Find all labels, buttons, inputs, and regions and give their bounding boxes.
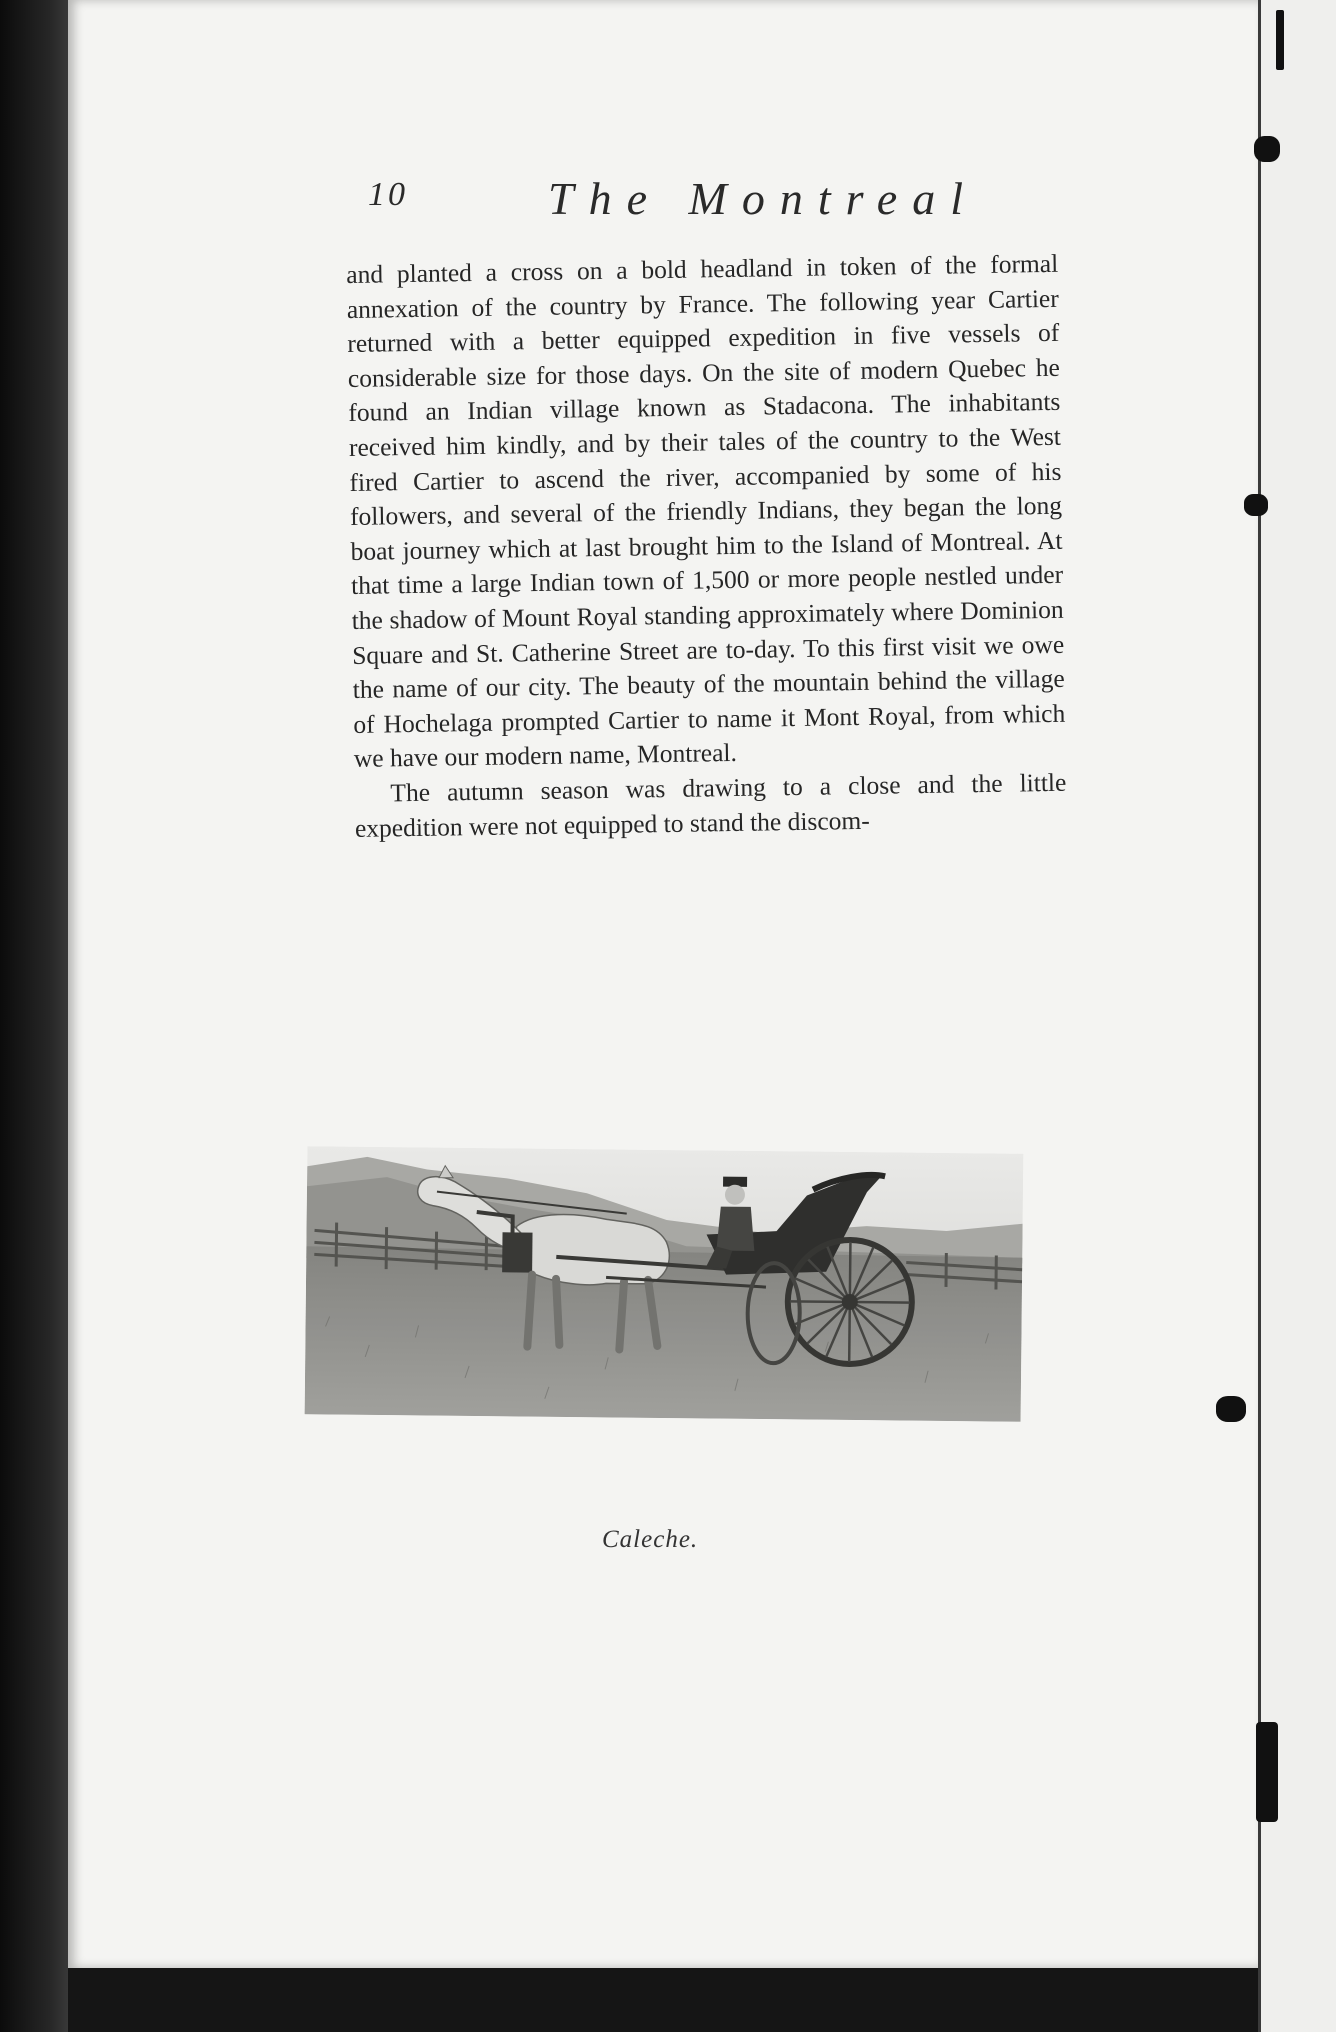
scan-edge-left — [0, 0, 70, 2032]
body-text — [346, 247, 1067, 846]
running-head — [368, 173, 1068, 236]
scan-artifact — [1216, 1396, 1246, 1422]
caleche-photo-image — [305, 1146, 1024, 1421]
scan-artifact — [1244, 494, 1268, 516]
page-number: 10 — [368, 176, 408, 213]
paragraph: The autumn season was drawing to a close and the little expedition were not equipped to stand the discom- — [354, 767, 1067, 843]
scan-artifact — [1254, 136, 1280, 162]
scan-artifact — [1276, 10, 1284, 70]
paragraph: and planted a cross on a bold headland in token of the formal annexation of the country by France. The following year Cartier returned with a better equipped expedition in five vessels of considerable size for those days. On the site of modern Quebec he found an Indian village known as Stadacona. The inhabitants received him kindly, and by their tales of the country to the West fired Cartier to ascend the river, accompanied by some of his followers, and several of the friendly Indians, they began the long boat journey which at last brought him to the Island of Montreal. At that time a large Indian town of 1,500 or more people nestled under the shadow of Mount Royal standing approximately where Dominion Square and St. Catherine Street are to-day. To this first visit we owe the name of our city. The beauty of the mountain behind the village of Hochelaga prompted Cartier to name it Mont Royal, from which we have our modern name, Montreal. — [346, 248, 1066, 774]
scan-edge-bottom — [68, 1968, 1258, 2032]
scan-artifact — [1256, 1722, 1278, 1822]
book-title: The Montreal — [548, 173, 978, 224]
figure-caption: Caleche. — [602, 1526, 699, 1553]
caleche-photograph — [305, 1146, 1024, 1421]
